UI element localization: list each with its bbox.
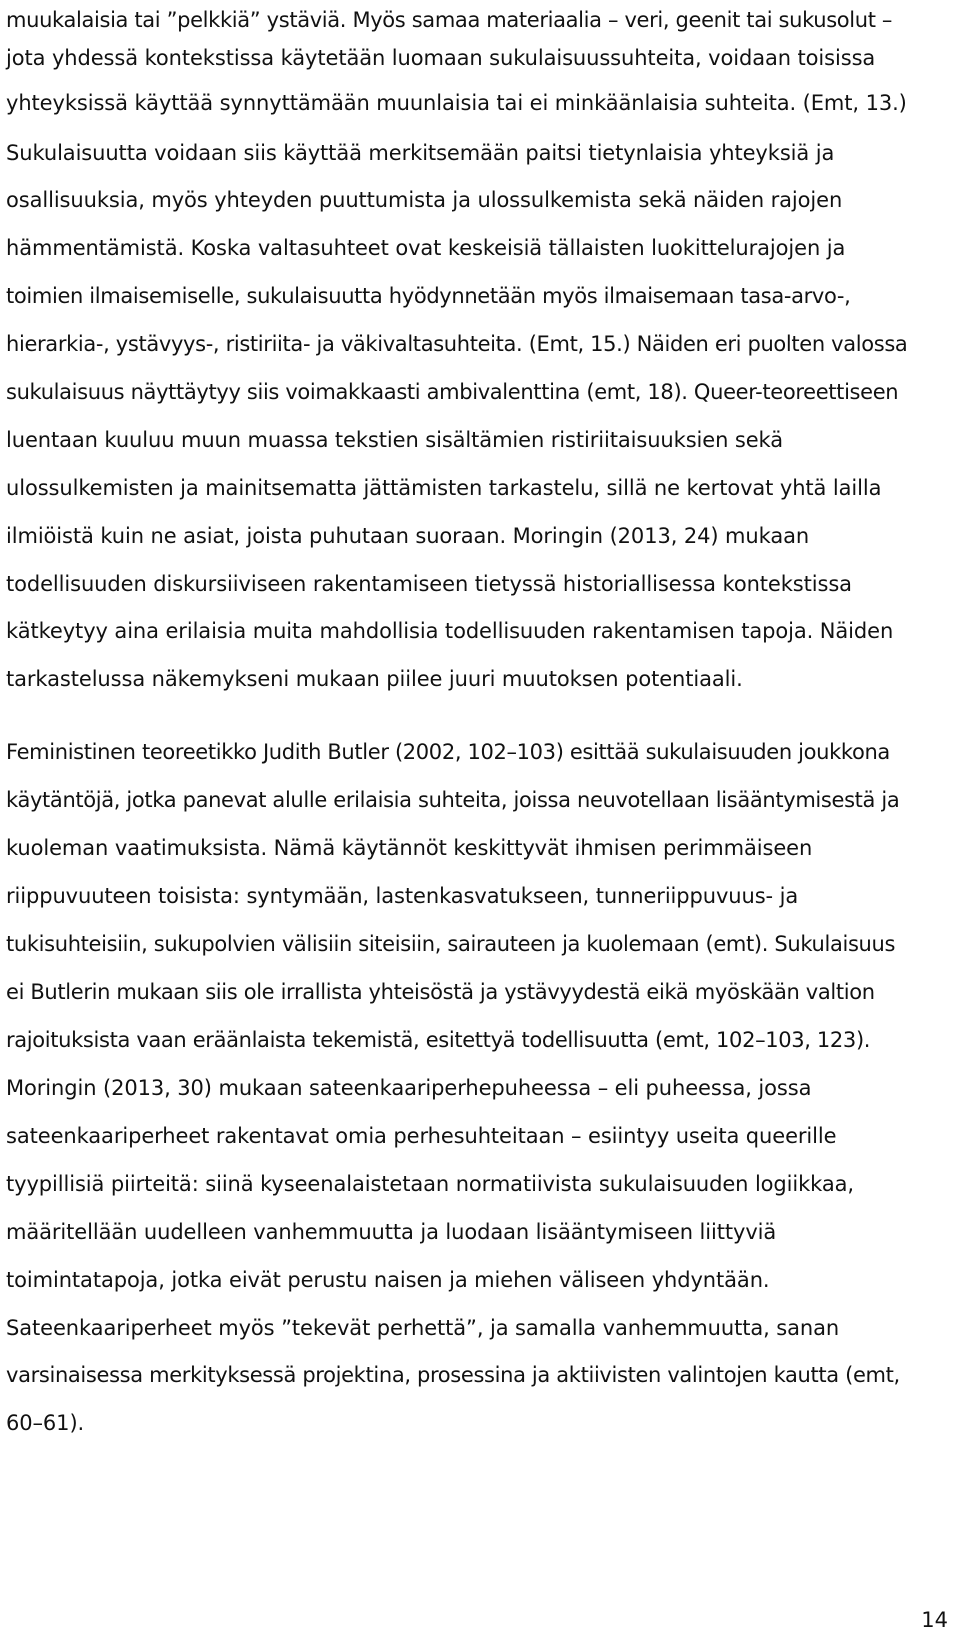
paragraph-line: Sukulaisuutta voidaan siis käyttää merkitsemään paitsi tietynlaisia yhteyksiä ja bbox=[6, 141, 835, 165]
paragraph-line: toimien ilmaisemiselle, sukulaisuutta hyödynnetään myös ilmaisemaan tasa-arvo-, bbox=[6, 284, 851, 308]
paragraph-line: tukisuhteisiin, sukupolvien välisiin siteisiin, sairauteen ja kuolemaan (emt). Sukulaisuus bbox=[6, 932, 896, 956]
paragraph-line: käytäntöjä, jotka panevat alulle erilaisia suhteita, joissa neuvotellaan lisääntymisestä ja bbox=[6, 788, 900, 812]
page-number: 14 bbox=[921, 1608, 948, 1632]
paragraph-line: Feministinen teoreetikko Judith Butler (2002, 102–103) esittää sukulaisuuden joukkona bbox=[6, 740, 890, 764]
paragraph-line: sateenkaariperheet rakentavat omia perhesuhteitaan – esiintyy useita queerille bbox=[6, 1124, 837, 1148]
paragraph-line: muukalaisia tai ”pelkkiä” ystäviä. Myös samaa materiaalia – veri, geenit tai sukusolut – bbox=[6, 8, 893, 32]
paragraph-line: Moringin (2013, 30) mukaan sateenkaariperhepuheessa – eli puheessa, jossa bbox=[6, 1076, 812, 1100]
paragraph-line: tyypillisiä piirteitä: siinä kyseenalaistetaan normatiivista sukulaisuuden logiikkaa, bbox=[6, 1172, 854, 1196]
paragraph-line: jota yhdessä kontekstissa käytetään luomaan sukulaisuussuhteita, voidaan toisissa bbox=[6, 46, 876, 70]
paragraph-line: tarkastelussa näkemykseni mukaan piilee juuri muutoksen potentiaali. bbox=[6, 667, 743, 691]
paragraph-line: 60–61). bbox=[6, 1411, 85, 1435]
paragraph-line: yhteyksissä käyttää synnyttämään muunlaisia tai ei minkäänlaisia suhteita. (Emt, 13.) bbox=[6, 91, 907, 115]
paragraph-line: riippuvuuteen toisista: syntymään, lastenkasvatukseen, tunneriippuvuus- ja bbox=[6, 884, 799, 908]
paragraph-line: hämmentämistä. Koska valtasuhteet ovat keskeisiä tällaisten luokittelurajojen ja bbox=[6, 236, 846, 260]
paragraph-line: määritellään uudelleen vanhemmuutta ja luodaan lisääntymiseen liittyviä bbox=[6, 1220, 777, 1244]
paragraph-line: todellisuuden diskursiiviseen rakentamiseen tietyssä historiallisessa kontekstissa bbox=[6, 572, 852, 596]
paragraph-line: kätkeytyy aina erilaisia muita mahdollisia todellisuuden rakentamisen tapoja. Näiden bbox=[6, 619, 894, 643]
paragraph-line: toimintatapoja, jotka eivät perustu naisen ja miehen väliseen yhdyntään. bbox=[6, 1268, 770, 1292]
paragraph-line: ilmiöistä kuin ne asiat, joista puhutaan suoraan. Moringin (2013, 24) mukaan bbox=[6, 524, 810, 548]
paragraph-line: varsinaisessa merkityksessä projektina, prosessina ja aktiivisten valintojen kautta (emt, bbox=[6, 1363, 900, 1387]
paragraph-line: hierarkia-, ystävyys-, ristiriita- ja väkivaltasuhteita. (Emt, 15.) Näiden eri puolten valossa bbox=[6, 332, 908, 356]
paragraph-line: Sateenkaariperheet myös ”tekevät perhettä”, ja samalla vanhemmuutta, sanan bbox=[6, 1316, 840, 1340]
paragraph-line: osallisuuksia, myös yhteyden puuttumista ja ulossulkemista sekä näiden rajojen bbox=[6, 188, 843, 212]
paragraph-line: ulossulkemisten ja mainitsematta jättämisten tarkastelu, sillä ne kertovat yhtä lailla bbox=[6, 476, 882, 500]
paragraph-line: sukulaisuus näyttäytyy siis voimakkaasti ambivalenttina (emt, 18). Queer-teoreettiseen bbox=[6, 380, 899, 404]
paragraph-line: kuoleman vaatimuksista. Nämä käytännöt keskittyvät ihmisen perimmäiseen bbox=[6, 836, 813, 860]
paragraph-line: rajoituksista vaan eräänlaista tekemistä, esitettyä todellisuutta (emt, 102–103, 123). bbox=[6, 1028, 871, 1052]
paragraph-line: ei Butlerin mukaan siis ole irrallista yhteisöstä ja ystävyydestä eikä myöskään valtion bbox=[6, 980, 875, 1004]
paragraph-line: luentaan kuuluu muun muassa tekstien sisältämien ristiriitaisuuksien sekä bbox=[6, 428, 784, 452]
